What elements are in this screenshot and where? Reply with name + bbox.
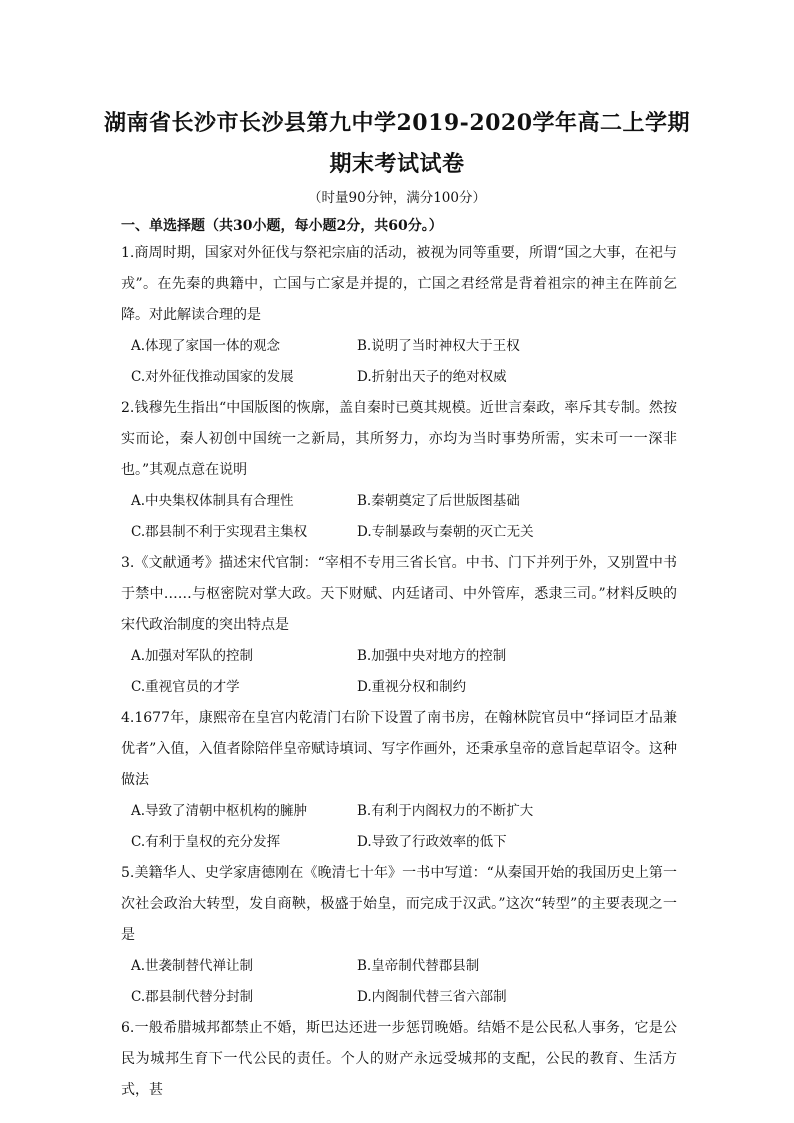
- option-b: B.皇帝制代替郡县制: [357, 958, 480, 974]
- question-text: 3.《文献通考》描述宋代官制：“宰相不专用三省长官。中书、门下并列于外，又别置中书于禁中……与枢密院对掌大政。天下财赋、内廷诸司、中外管库，悉隶三司。”材料反映的宋代政治制度的突出特点是: [121, 555, 677, 633]
- section-heading: 一、单选择题（共30小题，每小题2分，共60分。）: [121, 218, 443, 234]
- option-a: A.加强对军队的控制: [131, 648, 254, 664]
- option-grid: [121, 331, 677, 393]
- option-b: B.说明了当时神权大于王权: [357, 338, 520, 354]
- option-grid: [121, 951, 677, 1013]
- option-c: C.郡县制代替分封制: [131, 989, 254, 1005]
- option-b: B.有利于内阁权力的不断扩大: [357, 803, 534, 819]
- option-d: D.折射出天子的绝对权威: [357, 369, 507, 385]
- question-text: 2.钱穆先生指出“中国版图的恢廓，盖自秦时已奠其规模。近世言秦政，率斥其专制。然按实而论，秦人初创中国统一之新局，其所努力，亦均为当时事势所需，实未可一一深非也。”其观点意在说明: [121, 400, 677, 478]
- option-d: D.内阁制代替三省六部制: [357, 989, 507, 1005]
- question-text: 6.一般希腊城邦都禁止不婚，斯巴达还进一步惩罚晚婚。结婚不是公民私人事务，它是公民为城邦生育下一代公民的责任。个人的财产永远受城邦的支配，公民的教育、生活方式，甚: [121, 1020, 677, 1098]
- option-c: C.郡县制不利于实现君主集权: [131, 524, 308, 540]
- option-d: D.导致了行政效率的低下: [357, 834, 507, 850]
- exam-title-line1: 湖南省长沙市长沙县第九中学2019-2020学年高二上学期: [103, 110, 691, 136]
- question-3: [121, 548, 677, 703]
- option-d: D.重视分权和制约: [357, 679, 467, 695]
- option-d: D.专制暴政与秦朝的灭亡无关: [357, 524, 534, 540]
- exam-subtitle: （时量90分钟，满分100分）: [308, 190, 486, 206]
- question-4: [121, 703, 677, 858]
- option-a: A.中央集权体制具有合理性: [131, 493, 294, 509]
- option-b: B.秦朝奠定了后世版图基础: [357, 493, 520, 509]
- option-c: C.有利于皇权的充分发挥: [131, 834, 281, 850]
- question-1: [121, 238, 677, 393]
- option-a: A.导致了清朝中枢机构的臃肿: [131, 803, 308, 819]
- question-list: [121, 238, 677, 1106]
- question-6: [121, 1013, 677, 1106]
- question-2: [121, 393, 677, 548]
- option-a: A.体现了家国一体的观念: [131, 338, 281, 354]
- option-c: C.对外征伐推动国家的发展: [131, 369, 294, 385]
- question-text: 4.1677年，康熙帝在皇宫内乾清门右阶下设置了南书房，在翰林院官员中“择词臣才品兼优者”入值，入值者除陪伴皇帝赋诗填词、写字作画外，还秉承皇帝的意旨起草诏令。这种做法: [121, 710, 677, 788]
- option-grid: [121, 796, 677, 858]
- question-text: 5.美籍华人、史学家唐德刚在《晚清七十年》一书中写道：“从秦国开始的我国历史上第一次社会政治大转型，发自商鞅，极盛于始皇，而完成于汉武。”这次“转型”的主要表现之一是: [121, 865, 677, 943]
- option-c: C.重视官员的才学: [131, 679, 240, 695]
- option-grid: [121, 641, 677, 703]
- question-text: 1.商周时期，国家对外征伐与祭祀宗庙的活动，被视为同等重要，所谓“国之大事，在祀与戎”。在先秦的典籍中，亡国与亡家是并提的，亡国之君经常是背着祖宗的神主在阵前乞降。对此解读合理的是: [121, 245, 677, 323]
- option-grid: [121, 486, 677, 548]
- question-5: [121, 858, 677, 1013]
- exam-title-line2: 期末考试试卷: [329, 151, 465, 177]
- option-a: A.世袭制替代禅让制: [131, 958, 254, 974]
- option-b: B.加强中央对地方的控制: [357, 648, 507, 664]
